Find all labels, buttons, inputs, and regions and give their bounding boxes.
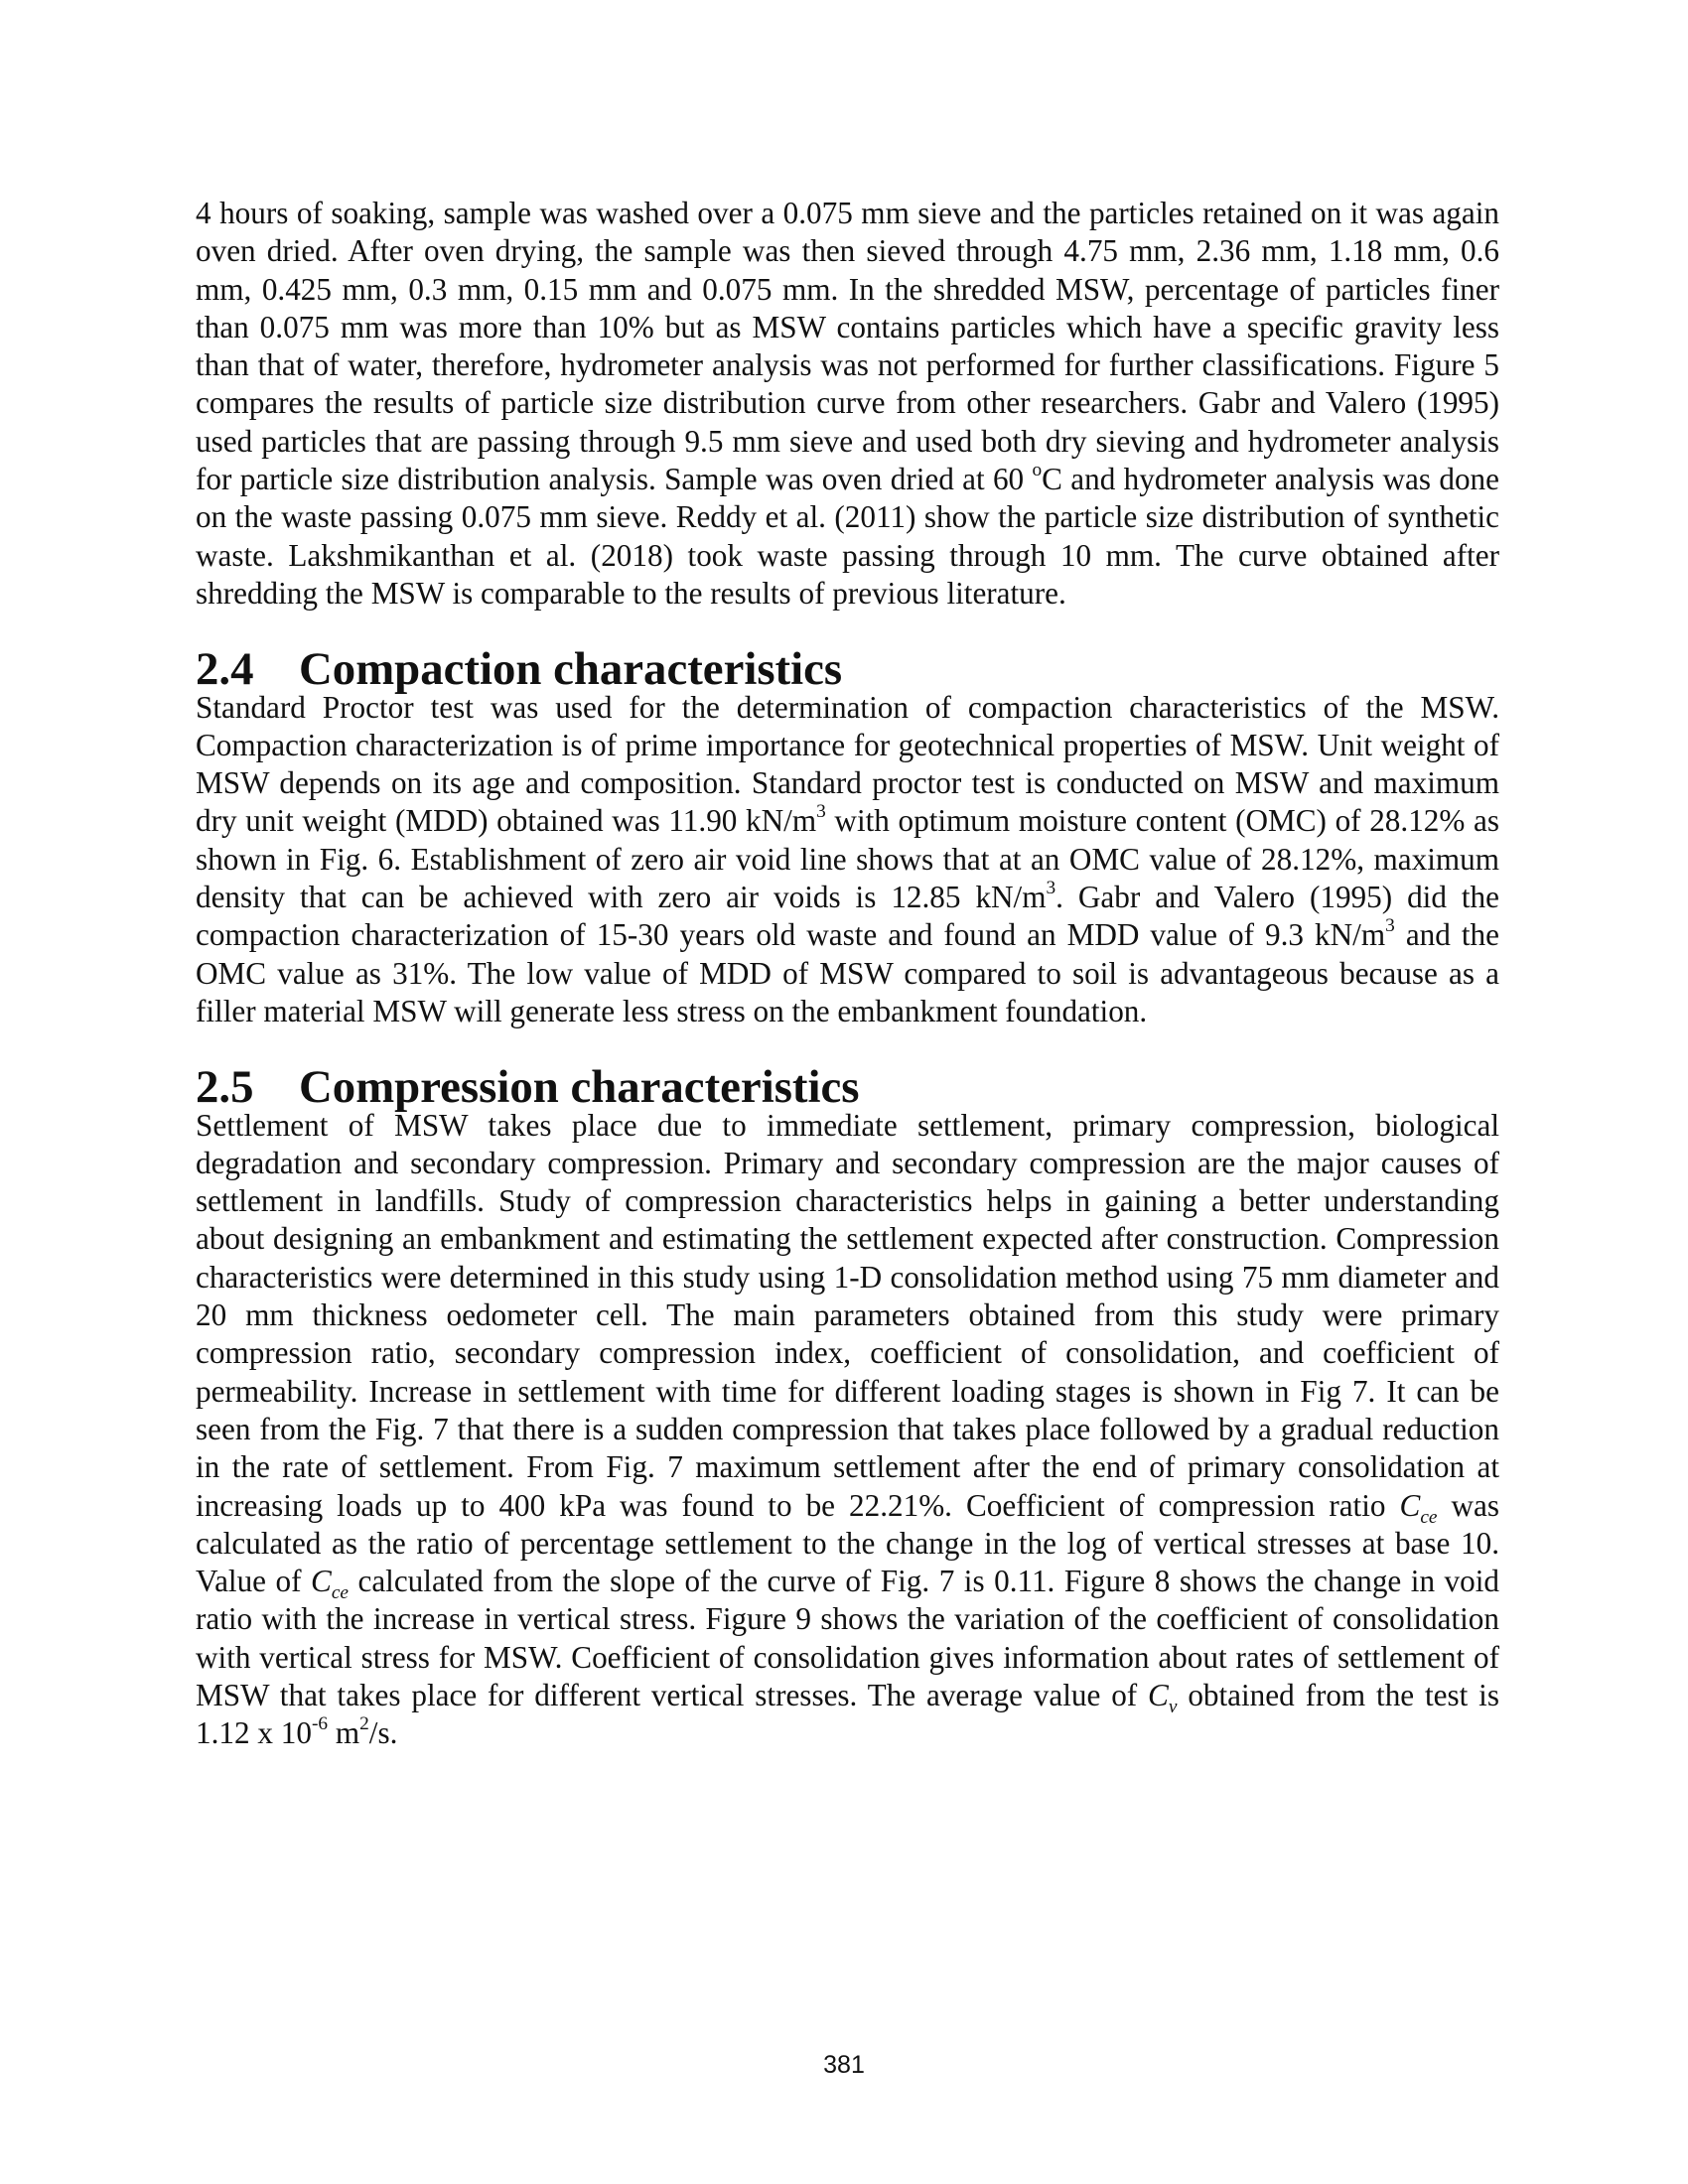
paragraph-text: was calculated as the ratio of percentage settlement to the change in the log of vertical stresses at base 10. Value of <box>196 1487 1499 1599</box>
section-title: Compression characteristics <box>299 1061 860 1114</box>
section-number: 2.5 <box>196 1061 254 1114</box>
paragraph-text: calculated from the slope of the curve of Fig. 7 is 0.11. Figure 8 shows the change in void ratio with the increase in vertical stress. Figure 9 shows the variation of the coefficient of consolidation with vertical stress for MSW. Coefficient of consolidation gives information about rates of settlement of MSW that takes place for different vertical stresses. The average value of <box>196 1564 1499 1712</box>
paragraph-text: Standard Proctor test was used for the determination of compaction characteristics of the MSW. Compaction characterization is of prime importance for geotechnical properties of MSW. Unit weight of MSW depends on its age and composition. Standard proctor test is conducted on MSW and maximum dry unit weight (MDD) obtained was 11.90 kN/m <box>196 689 1499 839</box>
symbol-subscript: v <box>1168 1697 1178 1718</box>
paragraph-text: 4 hours of soaking, sample was washed over a 0.075 mm sieve and the particles retained on it was again oven dried. After oven drying, the sample was then sieved through 4.75 mm, 2.36 mm, 1.18 mm, 0.6 mm, 0.425 mm, 0.3 mm, 0.15 mm and 0.075 mm. In the shredded MSW, percentage of particles finer than 0.075 mm was more than 10% but as MSW contains particles which have a specific gravity less than that of water, therefore, hydrometer analysis was not performed for further classifications. Figure 5 compares the results of particle size distribution curve from other researchers. Gabr and Valero (1995) used particles that are passing through 9.5 mm sieve and used both dry sieving and hydrometer analysis for particle size distribution analysis. Sample was oven dried at 60 <box>196 196 1499 497</box>
document-page <box>196 195 1499 1753</box>
compression-paragraph <box>196 1107 1499 1753</box>
section-number: 2.4 <box>196 643 254 696</box>
unit-superscript: 3 <box>816 801 826 823</box>
symbol-subscript: ce <box>1420 1506 1438 1528</box>
unit-superscript: 3 <box>1385 915 1395 937</box>
paragraph-text: m <box>328 1715 360 1751</box>
paragraph-text: Settlement of MSW takes place due to immediate settlement, primary compression, biological degradation and secondary compression. Primary and secondary compression are the major causes of settlement in landfills. Study of compression characteristics helps in gaining a better understanding about designing an embankment and estimating the settlement expected after construction. Compression characteristics were determined in this study using 1-D consolidation method using 75 mm diameter and 20 mm thickness oedometer cell. The main parameters obtained from this study were primary compression ratio, secondary compression index, coefficient of consolidation, and coefficient of permeability. Increase in settlement with time for different loading stages is shown in Fig 7. It can be seen from the Fig. 7 that there is a sudden compression that takes place followed by a gradual reduction in the rate of settlement. From Fig. 7 maximum settlement after the end of primary consolidation at increasing loads up to 400 kPa was found to be 22.21%. Coefficient of compression ratio <box>196 1107 1499 1523</box>
page-number: 381 <box>823 2051 865 2079</box>
degree-superscript: o <box>1032 459 1043 480</box>
paragraph-text: /s. <box>368 1715 398 1751</box>
exponent-superscript: -6 <box>311 1713 329 1734</box>
cce-symbol <box>1399 1487 1438 1528</box>
symbol-main: C <box>1148 1677 1169 1712</box>
continuation-paragraph <box>196 195 1499 613</box>
section-heading-2-4 <box>196 643 1499 696</box>
symbol-main: C <box>311 1564 332 1599</box>
paragraph-text: C and hydrometer analysis was done on the waste passing 0.075 mm sieve. Reddy et al. (2011) show the particle size distribution of synthetic waste. Lakshmikanthan et al. (2018) took waste passing through 10 mm. The curve obtained after shredding the MSW is comparable to the results of previous literature. <box>196 462 1499 611</box>
paragraph-text: obtained from the test is 1.12 x 10 <box>196 1677 1499 1751</box>
unit-superscript: 3 <box>1046 877 1056 898</box>
cce-symbol <box>311 1564 349 1604</box>
compaction-paragraph <box>196 689 1499 1031</box>
section-title: Compaction characteristics <box>299 643 843 696</box>
symbol-main: C <box>1399 1487 1421 1523</box>
symbol-subscript: ce <box>331 1582 349 1604</box>
section-heading-2-5 <box>196 1061 1499 1114</box>
paragraph-text: and the OMC value as 31%. The low value of MDD of MSW compared to soil is advantageous because as a filler material MSW will generate less stress on the embankment foundation. <box>196 917 1499 1028</box>
unit-superscript: 2 <box>359 1713 369 1734</box>
paragraph-text: . Gabr and Valero (1995) did the compaction characterization of 15-30 years old waste and found an MDD value of 9.3 kN/m <box>196 880 1499 953</box>
cv-symbol <box>1148 1677 1178 1718</box>
paragraph-text: with optimum moisture content (OMC) of 28.12% as shown in Fig. 6. Establishment of zero air void line shows that at an OMC value of 28.12%, maximum density that can be achieved with zero air voids is 12.85 kN/m <box>196 803 1499 915</box>
